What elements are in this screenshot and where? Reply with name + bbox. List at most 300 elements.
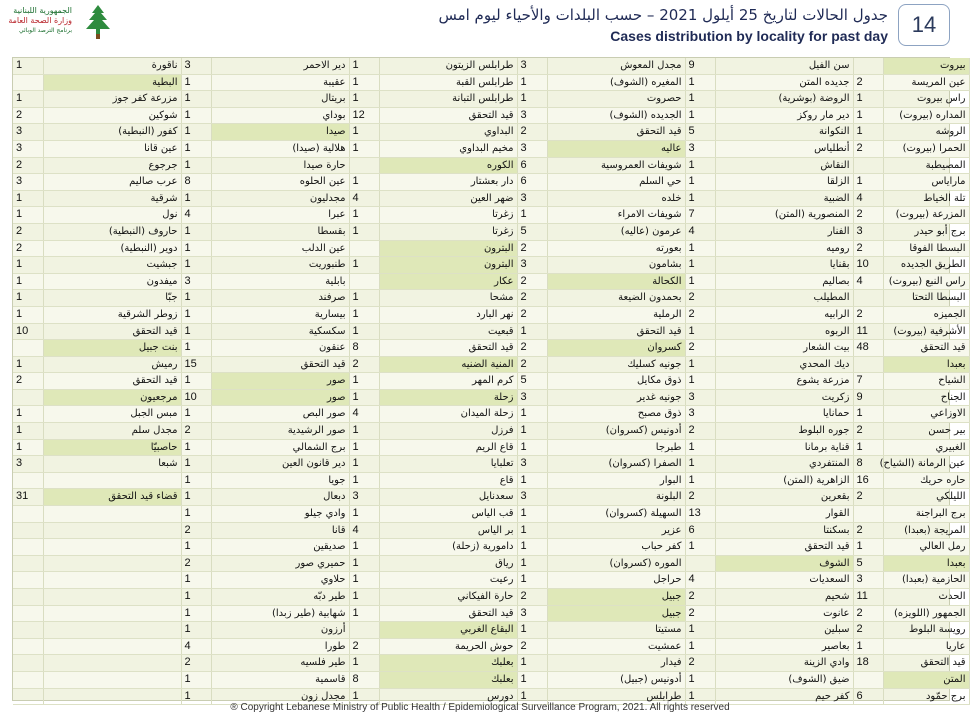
table-row <box>13 655 969 672</box>
table-row <box>13 638 969 655</box>
case-count-cell: 2 <box>181 655 211 672</box>
table-row <box>13 91 969 108</box>
case-count-cell: 6 <box>517 174 547 191</box>
case-count-cell: 3 <box>349 489 379 506</box>
locality-cell: عمشيت <box>547 638 685 655</box>
case-count-cell: 3 <box>517 456 547 473</box>
locality-cell: قيد التحقق <box>379 340 517 357</box>
case-count-cell: 1 <box>181 306 211 323</box>
case-count-cell: 2 <box>685 655 715 672</box>
locality-cell: ضهر العين <box>379 190 517 207</box>
locality-cell: بنت جبيل <box>43 340 181 357</box>
case-count-cell <box>13 555 43 572</box>
case-count-cell: 4 <box>349 406 379 423</box>
case-count-cell: 1 <box>181 124 211 141</box>
case-count-cell: 1 <box>349 74 379 91</box>
case-count-cell: 1 <box>853 91 883 108</box>
locality-cell: المتن <box>883 671 969 688</box>
locality-cell: صرفند <box>211 290 349 307</box>
case-count-cell: 1 <box>517 622 547 639</box>
locality-cell: دبعال <box>211 489 349 506</box>
locality-cell: ذوق مكايل <box>547 373 685 390</box>
locality-cell: أدونيس (جبيل) <box>547 671 685 688</box>
locality-cell: وادي جيلو <box>211 506 349 523</box>
locality-cell: بير حسن <box>883 423 969 440</box>
locality-cell: طرابلس الزيتون <box>379 58 517 74</box>
case-count-cell: 3 <box>517 489 547 506</box>
table-row <box>13 140 969 157</box>
case-count-cell: 1 <box>853 124 883 141</box>
case-count-cell: 2 <box>685 340 715 357</box>
case-count-cell <box>13 589 43 606</box>
case-count-cell: 4 <box>349 190 379 207</box>
locality-cell: كفر حباب <box>547 539 685 556</box>
locality-cell <box>43 589 181 606</box>
locality-cell: المزرعة (بيروت) <box>883 207 969 224</box>
case-count-cell: 1 <box>13 439 43 456</box>
case-count-cell: 3 <box>13 124 43 141</box>
case-count-cell: 4 <box>853 273 883 290</box>
locality-cell: مجدل زون <box>211 688 349 705</box>
locality-cell: دير الاحمر <box>211 58 349 74</box>
case-count-cell <box>13 522 43 539</box>
locality-cell: طورا <box>211 638 349 655</box>
case-count-cell: 1 <box>685 91 715 108</box>
case-count-cell: 6 <box>853 688 883 705</box>
case-count-cell: 1 <box>853 107 883 124</box>
case-count-cell: 3 <box>517 140 547 157</box>
case-count-cell: 1 <box>349 555 379 572</box>
locality-cell: شهابية (طير زبدا) <box>211 605 349 622</box>
locality-cell: سن الفيل <box>715 58 853 74</box>
locality-cell: بيسارية <box>211 306 349 323</box>
title-english: Cases distribution by locality for past day <box>610 28 888 44</box>
locality-cell: مرجعيون <box>43 389 181 406</box>
logo-line-1: الجمهورية اللبنانية <box>13 6 72 15</box>
locality-cell: قيد التحقق <box>379 605 517 622</box>
case-count-cell: 1 <box>13 58 43 74</box>
locality-cell: عبرا <box>211 207 349 224</box>
locality-cell: عرب صاليم <box>43 174 181 191</box>
case-count-cell: 1 <box>685 107 715 124</box>
locality-cell: ديك المحدي <box>715 356 853 373</box>
case-count-cell: 3 <box>13 140 43 157</box>
case-count-cell: 1 <box>685 273 715 290</box>
case-count-cell: 2 <box>853 240 883 257</box>
locality-cell: طرابلس <box>547 688 685 705</box>
case-count-cell: 1 <box>13 257 43 274</box>
case-count-cell: 1 <box>349 223 379 240</box>
locality-cell: بحمدون الضيعة <box>547 290 685 307</box>
locality-cell: مستيتا <box>547 622 685 639</box>
case-count-cell: 2 <box>685 589 715 606</box>
locality-cell: بقعرين <box>715 489 853 506</box>
table-row <box>13 671 969 688</box>
case-count-cell: 5 <box>853 555 883 572</box>
locality-cell: سبلين <box>715 622 853 639</box>
table-row <box>13 373 969 390</box>
table-row <box>13 107 969 124</box>
locality-cell: بصاليم <box>715 273 853 290</box>
case-count-cell: 2 <box>853 522 883 539</box>
locality-cell: الشياح <box>883 373 969 390</box>
locality-cell: دامورية (زحلة) <box>379 539 517 556</box>
case-count-cell: 8 <box>349 340 379 357</box>
case-count-cell: 2 <box>13 157 43 174</box>
locality-cell: أنطلياس <box>715 140 853 157</box>
locality-cell: القوار <box>715 506 853 523</box>
case-count-cell: 7 <box>685 207 715 224</box>
locality-cell: الضبية <box>715 190 853 207</box>
case-count-cell: 1 <box>349 472 379 489</box>
locality-cell: صور <box>211 373 349 390</box>
case-count-cell: 1 <box>349 389 379 406</box>
locality-cell: المطيلب <box>715 290 853 307</box>
locality-cell <box>43 638 181 655</box>
case-count-cell: 1 <box>181 539 211 556</box>
case-count-cell: 1 <box>685 472 715 489</box>
locality-cell: أدونيس (كسروان) <box>547 423 685 440</box>
locality-cell: حاره حريك <box>883 472 969 489</box>
case-count-cell: 1 <box>349 572 379 589</box>
locality-cell: الحمرا (بيروت) <box>883 140 969 157</box>
case-count-cell: 1 <box>13 91 43 108</box>
table-row <box>13 207 969 224</box>
case-count-cell: 2 <box>853 140 883 157</box>
locality-cell: الرابيه <box>715 306 853 323</box>
case-count-cell: 12 <box>349 107 379 124</box>
case-count-cell: 1 <box>853 439 883 456</box>
case-count-cell: 1 <box>181 157 211 174</box>
locality-cell <box>43 522 181 539</box>
table-row <box>13 539 969 556</box>
locality-cell: بعبدا <box>883 356 969 373</box>
case-count-cell: 1 <box>181 589 211 606</box>
case-count-cell: 2 <box>853 605 883 622</box>
table-row <box>13 439 969 456</box>
locality-cell: رياق <box>379 555 517 572</box>
locality-cell: حميري صور <box>211 555 349 572</box>
locality-cell: هلالية (صيدا) <box>211 140 349 157</box>
case-count-cell: 3 <box>685 406 715 423</box>
locality-cell: تلة الخياط <box>883 190 969 207</box>
table-row <box>13 605 969 622</box>
locality-cell: حاروف (النبطية) <box>43 223 181 240</box>
locality-cell: حوش الحريمة <box>379 638 517 655</box>
locality-cell: قيد التحقق <box>379 107 517 124</box>
case-count-cell: 1 <box>181 74 211 91</box>
case-count-cell: 1 <box>349 207 379 224</box>
locality-cell: عين الحلوه <box>211 174 349 191</box>
case-count-cell: 2 <box>853 622 883 639</box>
locality-cell: طرابلس التبانة <box>379 91 517 108</box>
case-count-cell: 1 <box>349 91 379 108</box>
case-count-cell: 1 <box>349 456 379 473</box>
case-count-cell: 1 <box>181 506 211 523</box>
locality-cell: حصروت <box>547 91 685 108</box>
locality-cell: عزير <box>547 522 685 539</box>
case-count-cell: 1 <box>685 638 715 655</box>
case-count-cell: 48 <box>853 340 883 357</box>
locality-cell <box>43 655 181 672</box>
locality-cell: جرجوع <box>43 157 181 174</box>
locality-cell: الغبيري <box>883 439 969 456</box>
case-count-cell <box>853 157 883 174</box>
locality-cell: الزلقا <box>715 174 853 191</box>
case-count-cell: 1 <box>349 124 379 141</box>
locality-cell: البلونة <box>547 489 685 506</box>
locality-cell: طبرجا <box>547 439 685 456</box>
locality-cell: نول <box>43 207 181 224</box>
locality-cell <box>43 605 181 622</box>
locality-cell: رميش <box>43 356 181 373</box>
locality-cell: بعلبك <box>379 655 517 672</box>
case-count-cell: 1 <box>181 456 211 473</box>
case-count-cell: 1 <box>349 290 379 307</box>
case-count-cell: 1 <box>685 539 715 556</box>
locality-cell: عاليه <box>547 140 685 157</box>
case-count-cell: 1 <box>181 605 211 622</box>
case-count-cell: 2 <box>853 489 883 506</box>
case-count-cell: 2 <box>685 306 715 323</box>
locality-cell: قيد التحقق <box>547 124 685 141</box>
locality-cell: شرقية <box>43 190 181 207</box>
case-count-cell <box>853 506 883 523</box>
case-count-cell: 1 <box>517 207 547 224</box>
case-count-cell: 1 <box>517 406 547 423</box>
case-count-cell: 1 <box>349 174 379 191</box>
locality-cell: مخيم البداوي <box>379 140 517 157</box>
case-count-cell: 2 <box>517 638 547 655</box>
locality-cell: عين المريسة <box>883 74 969 91</box>
locality-cell: مجدل المعوش <box>547 58 685 74</box>
locality-cell <box>43 472 181 489</box>
locality-cell: كفور (النبطية) <box>43 124 181 141</box>
locality-cell: الحدث <box>883 589 969 606</box>
case-count-cell: 1 <box>349 423 379 440</box>
case-count-cell: 1 <box>181 572 211 589</box>
locality-cell: مبس الجبل <box>43 406 181 423</box>
case-count-cell: 2 <box>181 423 211 440</box>
case-count-cell: 1 <box>517 655 547 672</box>
case-count-cell: 1 <box>517 91 547 108</box>
locality-cell <box>43 671 181 688</box>
locality-cell: دورس <box>379 688 517 705</box>
case-count-cell: 9 <box>853 389 883 406</box>
case-count-cell: 1 <box>13 406 43 423</box>
case-count-cell: 1 <box>349 539 379 556</box>
locality-cell: المغيره (الشوف) <box>547 74 685 91</box>
locality-cell: راس بيروت <box>883 91 969 108</box>
case-count-cell: 5 <box>517 373 547 390</box>
table-row <box>13 58 969 74</box>
locality-cell: طنبوريت <box>211 257 349 274</box>
case-count-cell: 2 <box>685 290 715 307</box>
locality-cell: زحلة <box>379 389 517 406</box>
case-count-cell: 1 <box>517 671 547 688</box>
locality-cell: عاريا <box>883 638 969 655</box>
case-count-cell: 7 <box>853 373 883 390</box>
locality-cell: جبّا <box>43 290 181 307</box>
table-row <box>13 157 969 174</box>
locality-cell: سعدنايل <box>379 489 517 506</box>
case-count-cell: 1 <box>181 489 211 506</box>
case-count-cell: 2 <box>517 290 547 307</box>
case-count-cell: 4 <box>853 190 883 207</box>
case-count-cell: 1 <box>517 472 547 489</box>
case-count-cell: 1 <box>181 671 211 688</box>
table-row <box>13 257 969 274</box>
case-count-cell: 1 <box>853 638 883 655</box>
locality-cell: الزاهرية (المتن) <box>715 472 853 489</box>
case-count-cell <box>13 622 43 639</box>
locality-cell: زغرتا <box>379 223 517 240</box>
locality-cell: قيد التحقق <box>883 655 969 672</box>
case-count-cell: 1 <box>349 688 379 705</box>
table-row <box>13 522 969 539</box>
case-count-cell: 1 <box>517 539 547 556</box>
locality-cell: حارة الفيكاني <box>379 589 517 606</box>
locality-cell: بسكنتا <box>715 522 853 539</box>
case-count-cell: 1 <box>181 223 211 240</box>
locality-cell: فيدار <box>547 655 685 672</box>
locality-cell: قاسمية <box>211 671 349 688</box>
case-count-cell: 5 <box>517 223 547 240</box>
locality-cell: ماراياس <box>883 174 969 191</box>
locality-cell: عقيبة <box>211 74 349 91</box>
locality-cell: كسروان <box>547 340 685 357</box>
locality-cell: الحازمية (بعبدا) <box>883 572 969 589</box>
case-count-cell: 2 <box>853 74 883 91</box>
case-count-cell: 2 <box>685 489 715 506</box>
locality-cell: قضاء قيد التحقق <box>43 489 181 506</box>
case-count-cell: 5 <box>685 124 715 141</box>
case-count-cell <box>349 273 379 290</box>
locality-cell: بوداي <box>211 107 349 124</box>
copyright-footer: ® Copyright Lebanese Ministry of Public Health / Epidemiological Surveillance Program, 2021. All rights reserved <box>230 702 730 713</box>
locality-cell: صديقين <box>211 539 349 556</box>
locality-cell: عانوت <box>715 605 853 622</box>
locality-cell: ضيق (الشوف) <box>715 671 853 688</box>
locality-cell: جوره البلوط <box>715 423 853 440</box>
locality-cell: حارة صيدا <box>211 157 349 174</box>
case-count-cell: 2 <box>181 555 211 572</box>
case-count-cell: 3 <box>517 389 547 406</box>
locality-cell: السهيلة (كسروان) <box>547 506 685 523</box>
case-count-cell: 1 <box>517 555 547 572</box>
case-count-cell: 31 <box>13 489 43 506</box>
locality-cell: السعديات <box>715 572 853 589</box>
locality-cell: بشامون <box>547 257 685 274</box>
locality-cell: الشوف <box>715 555 853 572</box>
case-count-cell <box>349 157 379 174</box>
locality-cell: البسطا الفوقا <box>883 240 969 257</box>
table-row <box>13 323 969 340</box>
locality-cell: تعلبايا <box>379 456 517 473</box>
locality-cell: الفنار <box>715 223 853 240</box>
locality-cell: طير دبّه <box>211 589 349 606</box>
locality-cell: دار بعشتار <box>379 174 517 191</box>
locality-cell <box>43 539 181 556</box>
case-count-cell: 1 <box>685 190 715 207</box>
locality-cell: رويسة البلوط <box>883 622 969 639</box>
case-count-cell: 1 <box>517 423 547 440</box>
case-count-cell: 1 <box>349 306 379 323</box>
case-count-cell: 1 <box>181 257 211 274</box>
locality-cell: زوطر الشرقية <box>43 306 181 323</box>
locality-cell: قيد التحقق <box>43 373 181 390</box>
locality-cell <box>43 555 181 572</box>
case-count-cell: 1 <box>13 306 43 323</box>
locality-cell: المنصورية (المتن) <box>715 207 853 224</box>
locality-cell: حي السلم <box>547 174 685 191</box>
locality-cell: عين الرمانة (الشياح) <box>883 456 969 473</box>
case-count-cell: 8 <box>181 174 211 191</box>
case-count-cell <box>13 472 43 489</box>
case-count-cell: 1 <box>853 406 883 423</box>
locality-cell: عين قانا <box>43 140 181 157</box>
locality-cell: مجدليون <box>211 190 349 207</box>
case-count-cell: 2 <box>853 306 883 323</box>
locality-cell: الجمهور (اللويزه) <box>883 605 969 622</box>
locality-cell: الطريق الجديده <box>883 257 969 274</box>
case-count-cell: 1 <box>685 157 715 174</box>
case-count-cell <box>349 622 379 639</box>
case-count-cell: 1 <box>181 688 211 705</box>
case-count-cell: 10 <box>181 389 211 406</box>
case-count-cell: 1 <box>685 373 715 390</box>
case-count-cell <box>853 671 883 688</box>
table-row <box>13 223 969 240</box>
case-count-cell: 1 <box>685 688 715 705</box>
table-row <box>13 622 969 639</box>
case-count-cell: 2 <box>517 306 547 323</box>
locality-cell: المنتفردي <box>715 456 853 473</box>
case-count-cell: 1 <box>853 174 883 191</box>
case-count-cell: 2 <box>853 207 883 224</box>
table-row <box>13 174 969 191</box>
case-count-cell <box>853 356 883 373</box>
locality-cell: بعاصير <box>715 638 853 655</box>
locality-cell: برج الشمالي <box>211 439 349 456</box>
locality-cell: البسطا التحتا <box>883 290 969 307</box>
locality-cell: بقنايا <box>715 257 853 274</box>
case-count-cell: 1 <box>13 207 43 224</box>
locality-cell: حمانايا <box>715 406 853 423</box>
locality-cell: بر الياس <box>379 522 517 539</box>
locality-cell: شويفات العمروسية <box>547 157 685 174</box>
case-count-cell: 1 <box>181 107 211 124</box>
locality-cell: برج أبو حيدر <box>883 223 969 240</box>
locality-cell: برج البراجنة <box>883 506 969 523</box>
table-row <box>13 340 969 357</box>
ministry-logo <box>6 4 112 42</box>
locality-cell: قيد التحقق <box>211 356 349 373</box>
case-count-cell: 1 <box>181 406 211 423</box>
case-count-cell: 3 <box>517 190 547 207</box>
case-count-cell: 1 <box>517 74 547 91</box>
case-count-cell: 10 <box>853 257 883 274</box>
locality-cell: بريتال <box>211 91 349 108</box>
case-count-cell <box>13 671 43 688</box>
locality-cell: بابلية <box>211 273 349 290</box>
case-count-cell <box>13 506 43 523</box>
case-count-cell: 6 <box>685 522 715 539</box>
locality-cell <box>43 572 181 589</box>
case-count-cell: 1 <box>181 622 211 639</box>
locality-cell <box>43 622 181 639</box>
locality-cell: صور البص <box>211 406 349 423</box>
